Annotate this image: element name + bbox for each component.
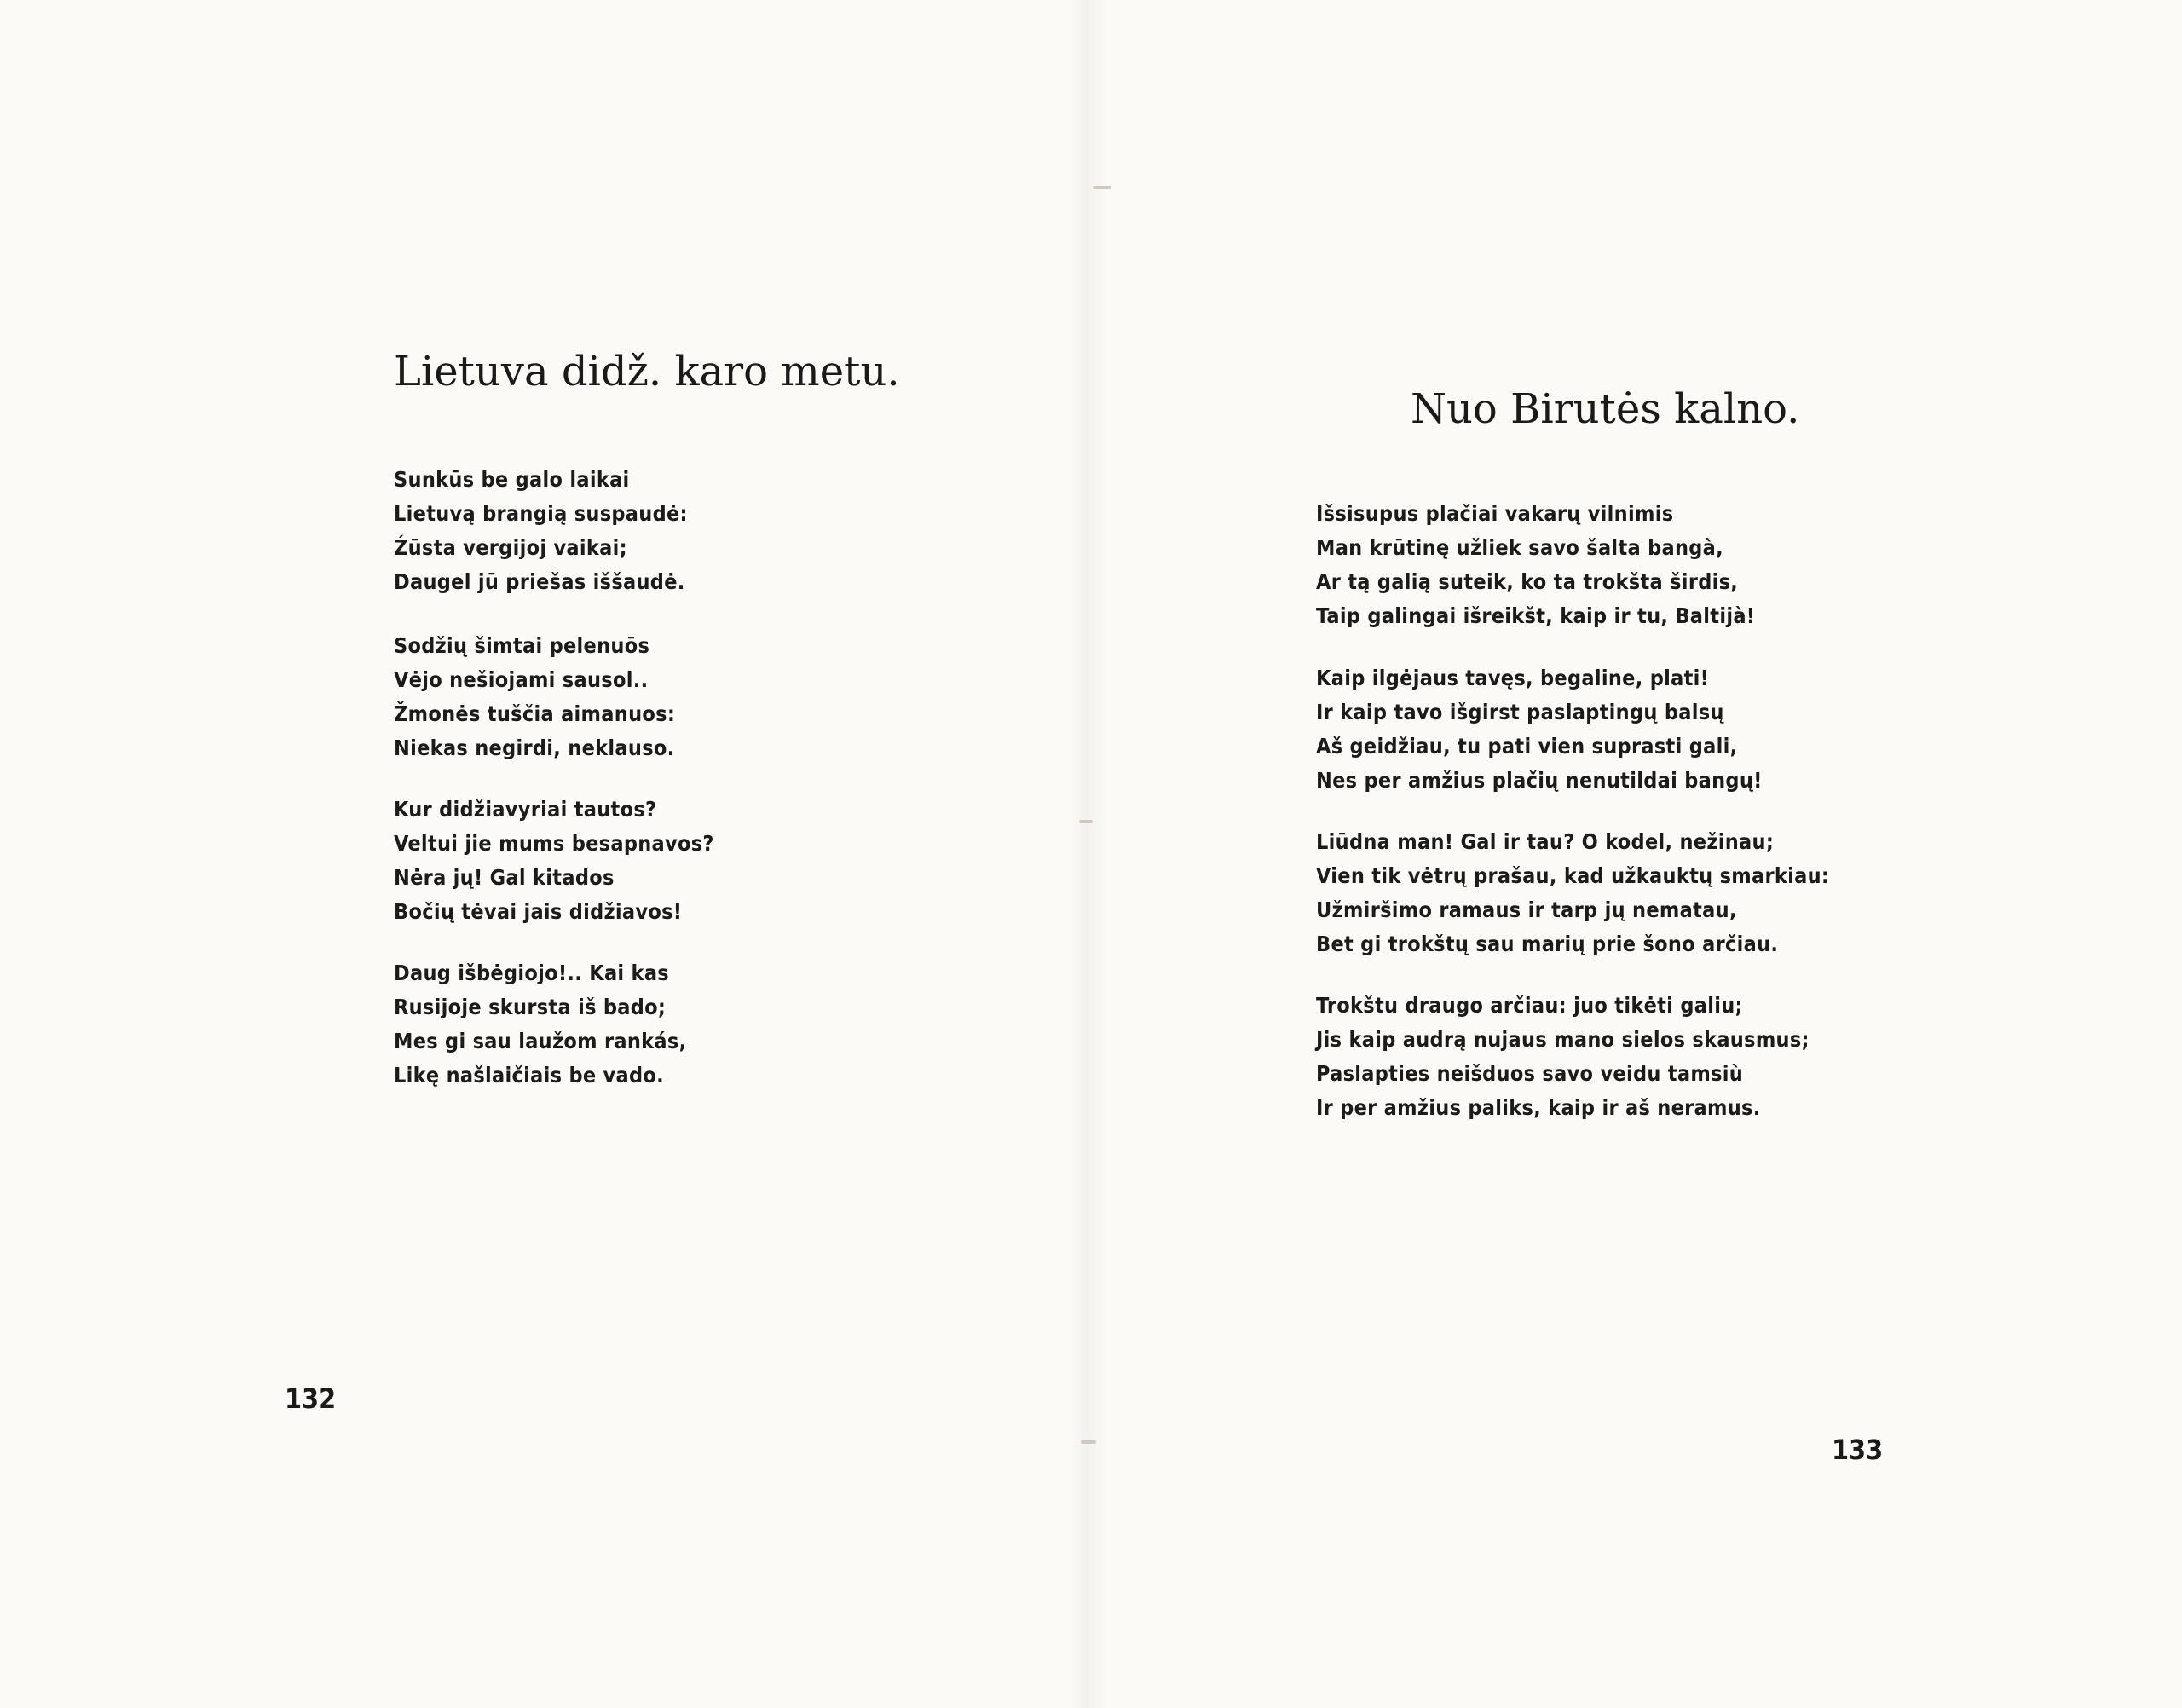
poem-line: Vėjo nešiojami sausol.. xyxy=(394,667,649,692)
paper-speck xyxy=(1093,186,1111,189)
poem-line: Užmiršimo ramaus ir tarp jų nematau, xyxy=(1316,897,1737,922)
poem-line: Paslapties neišduos savo veidu tamsiù xyxy=(1316,1061,1744,1086)
poem-line: Sodžių šimtai pelenuōs xyxy=(394,633,650,658)
poem-line: Kur didžiavyriai tautos? xyxy=(394,797,657,822)
poem-line: Niekas negirdi, neklauso. xyxy=(394,736,675,760)
left-page xyxy=(0,0,1087,1708)
poem-line: Bočių tėvai jais didžiavos! xyxy=(394,899,683,924)
right-page xyxy=(1087,0,2182,1708)
stanza xyxy=(1316,497,1755,633)
paper-speck xyxy=(1079,820,1093,823)
poem-line: Aš geidžiau, tu pati vien suprasti gali, xyxy=(1316,734,1738,759)
poem-line: Kaip ilgėjaus tavęs, begaline, plati! xyxy=(1316,666,1710,690)
poem-line: Źūsta vergijoj vaikai; xyxy=(394,535,627,560)
poem-line: Man krūtinę užliek savo šalta bangà, xyxy=(1316,535,1723,560)
stanza xyxy=(394,956,686,1093)
stanza xyxy=(1316,825,1829,961)
poem-line: Bet gi trokštų sau marių prie šono arčiau. xyxy=(1316,932,1779,956)
poem-line: Veltui jie mums besapnavos? xyxy=(394,831,714,856)
poem-line: Ar tą galią suteik, ko ta trokšta širdis, xyxy=(1316,569,1739,594)
poem-line: Nes per amžius plačių nenutildai bangų! xyxy=(1316,768,1763,793)
poem-line: Ir per amžius paliks, kaip ir aš neramus. xyxy=(1316,1095,1761,1120)
poem-title: Lietuva didž. karo metu. xyxy=(394,348,900,395)
poem-line: Trokštu draugo arčiau: juo tikėti galiu; xyxy=(1316,993,1743,1018)
poem-line: Lietuvą brangią suspaudė: xyxy=(394,501,688,526)
poem-line: Ir kaip tavo išgirst paslaptingų balsų xyxy=(1316,700,1724,724)
poem-line: Taip galingai išreikšt, kaip ir tu, Baltijà! xyxy=(1316,603,1756,628)
poem-line: Daugel jū priešas iššaudė. xyxy=(394,569,685,594)
poem-line: Žmonės tuščia aimanuos: xyxy=(394,701,676,726)
poem-line: Vien tik vėtrų prašau, kad užkauktų smarkiau: xyxy=(1316,863,1830,888)
poem-line: Jis kaip audrą nujaus mano sielos skausmus; xyxy=(1316,1027,1810,1052)
stanza xyxy=(1316,661,1763,798)
page-number: 133 xyxy=(1832,1434,1884,1466)
poem-line: Liūdna man! Gal ir tau? O kodel, nežinau; xyxy=(1316,829,1775,854)
stanza xyxy=(394,463,688,599)
poem-line: Likę našlaičiais be vado. xyxy=(394,1063,664,1088)
page-number: 132 xyxy=(285,1382,337,1415)
poem-line: Sunkūs be galo laikai xyxy=(394,467,630,492)
paper-speck xyxy=(1081,1440,1096,1444)
stanza xyxy=(394,629,675,765)
poem-line: Mes gi sau laužom rankás, xyxy=(394,1029,687,1053)
poem-line: Išsisupus plačiai vakarų vilnimis xyxy=(1316,501,1674,526)
poem-line: Daug išbėgiojo!.. Kai kas xyxy=(394,961,669,985)
poem-line: Rusijoje skursta iš bado; xyxy=(394,995,667,1019)
poem-line: Nėra jų! Gal kitados xyxy=(394,865,615,890)
stanza xyxy=(394,793,714,929)
stanza xyxy=(1316,989,1810,1125)
poem-title: Nuo Birutės kalno. xyxy=(1411,385,1800,433)
